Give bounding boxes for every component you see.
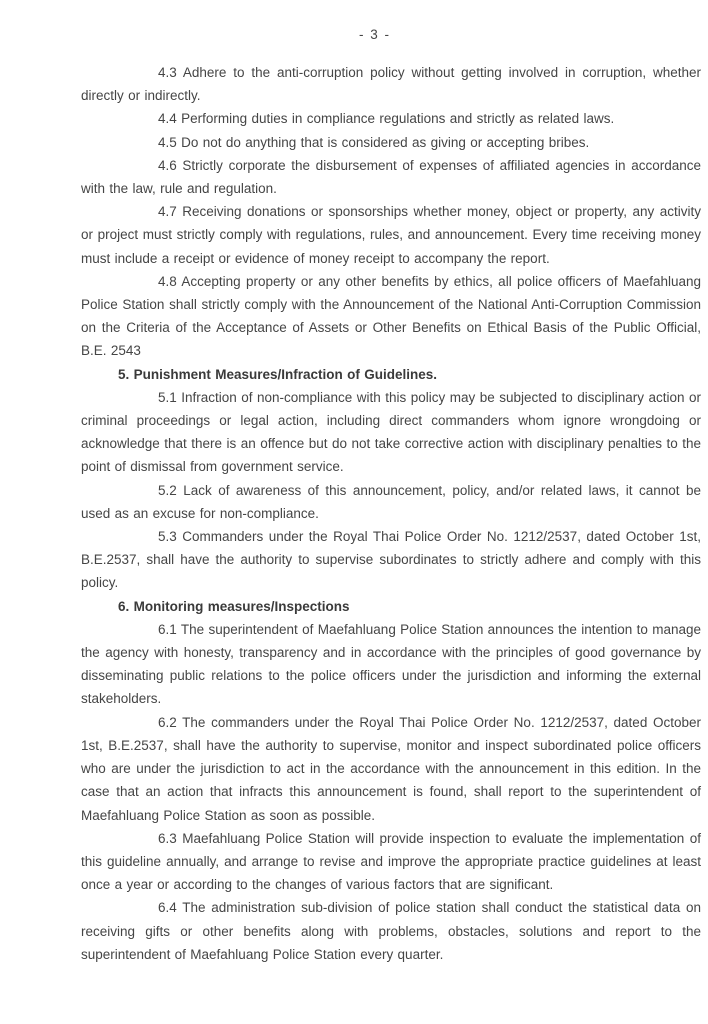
paragraph-5-2: 5.2 Lack of awareness of this announcement, policy, and/or related laws, it cannot be used as an excuse for non-compliance.	[81, 482, 701, 521]
section-heading-5: 5. Punishment Measures/Infraction of Guidelines.	[118, 366, 437, 382]
document-body	[81, 61, 701, 966]
paragraph-5-1: 5.1 Infraction of non-compliance with this policy may be subjected to disciplinary action or criminal proceedings or legal action, including direct commanders whom ignore wrongdoing or acknowledge that there is an offence but do not take corrective action with disciplinary penalties to the point of dismissal from government service.	[81, 389, 701, 475]
paragraph-6-1: 6.1 The superintendent of Maefahluang Police Station announces the intention to manage the agency with honesty, transparency and in accordance with the principles of good governance by disseminating public relations to the police officers under the jurisdiction and informing the external stakeholders.	[81, 621, 701, 707]
paragraph-4-6: 4.6 Strictly corporate the disbursement of expenses of affiliated agencies in accordance with the law, rule and regulation.	[81, 157, 701, 197]
paragraph-4-7: 4.7 Receiving donations or sponsorships whether money, object or property, any activity or project must strictly comply with regulations, rules, and announcement. Every time receiving money must include a receipt or evidence of money receipt to accompany the report.	[81, 204, 701, 266]
paragraph-6-3: 6.3 Maefahluang Police Station will provide inspection to evaluate the implementation of this guideline annually, and arrange to revise and improve the appropriate practice guidelines at least once a year or according to the changes of various factors that are significant.	[81, 830, 701, 893]
paragraph-4-5: 4.5 Do not do anything that is considered as giving or accepting bribes.	[158, 134, 590, 150]
page-number: - 3 -	[358, 27, 389, 42]
paragraph-4-4: 4.4 Performing duties in compliance regulations and strictly as related laws.	[158, 111, 615, 127]
paragraph-4-3: 4.3 Adhere to the anti-corruption policy without getting involved in corruption, whether directly or indirectly.	[81, 65, 701, 104]
paragraph-6-2: 6.2 The commanders under the Royal Thai Police Order No. 1212/2537, dated October 1st, B.E.2537, shall have the authority to supervise, monitor and inspect subordinated police officers who are under the jurisdiction to act in the accordance with the announcement in this edition. In the case that an action that infracts this announcement is found, shall report to the superintendent of Maefahluang Police Station as soon as possible.	[81, 714, 701, 823]
paragraph-5-3: 5.3 Commanders under the Royal Thai Police Order No. 1212/2537, dated October 1st, B.E.2537, shall have the authority to supervise subordinates to strictly adhere and comply with this policy.	[81, 529, 701, 591]
section-heading-6: 6. Monitoring measures/Inspections	[118, 598, 350, 614]
paragraph-6-4: 6.4 The administration sub-division of police station shall conduct the statistical data on receiving gifts or other benefits along with problems, obstacles, solutions and report to the superintendent of Maefahluang Police Station every quarter.	[81, 900, 701, 962]
paragraph-4-8: 4.8 Accepting property or any other benefits by ethics, all police officers of Maefahluang Police Station shall strictly comply with the Announcement of the National Anti-Corruption Commission on the Criteria of the Acceptance of Assets or Other Benefits on Ethical Basis of the Public Official, B.E. 2543	[81, 273, 701, 359]
